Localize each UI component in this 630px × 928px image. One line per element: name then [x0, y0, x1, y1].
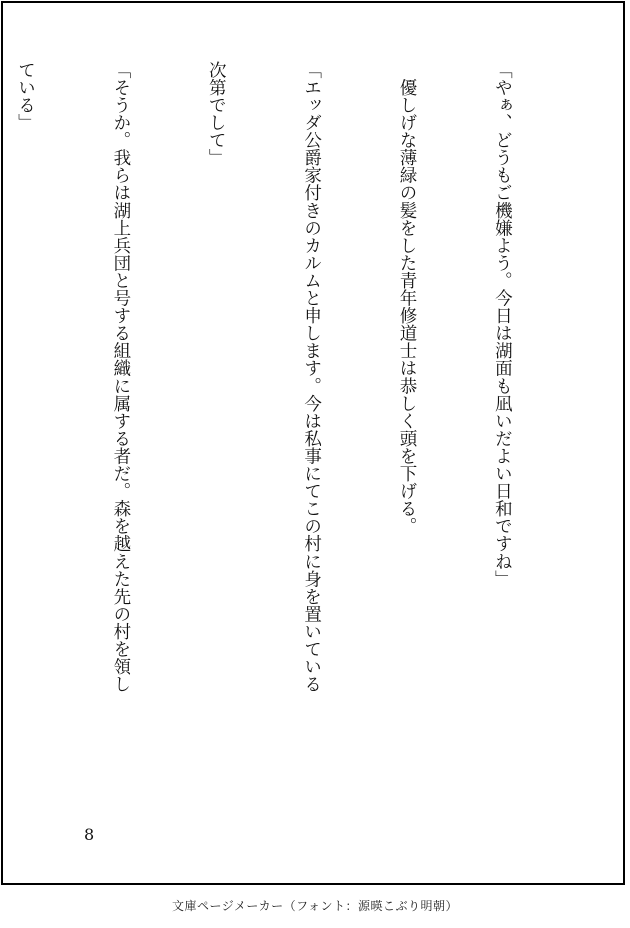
page-number: 8: [84, 825, 95, 844]
page-frame: [1, 1, 625, 885]
text-line: 優しげな薄緑の髪をした青年修道士は恭しく頭を下げる。: [397, 61, 418, 535]
footer-caption: 文庫ページメーカー（フォント：源暎こぶり明朝）: [171, 899, 459, 913]
text-line: 「そうか。我らは湖上兵団と号する組織に属する者だ。森を越えた先の村を領し: [110, 61, 131, 693]
text-line: 次第でして」: [206, 61, 227, 167]
text-line: 「エッダ公爵家付きのカルムと申します。今は私事にてこの村に身を置いている: [301, 61, 322, 693]
text-line: ている」: [15, 61, 36, 132]
vertical-text-body: [0, 61, 581, 761]
text-line: 「やぁ、どうもご機嫌よう。今日は湖面も凪いだよい日和ですね」: [492, 61, 513, 588]
